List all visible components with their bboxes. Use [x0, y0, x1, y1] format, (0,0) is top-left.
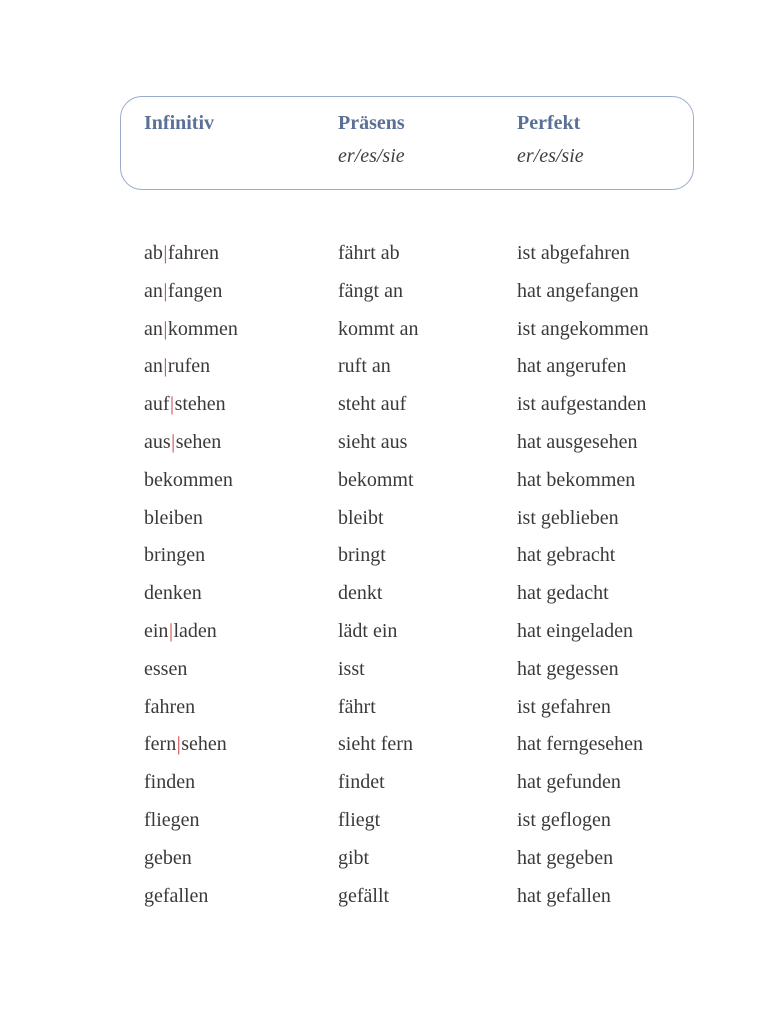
infinitiv-stem: fangen: [167, 280, 223, 302]
infinitiv-prefix: ab: [144, 242, 163, 264]
header-box: [120, 96, 694, 190]
infinitiv-cell: [144, 732, 227, 756]
separable-divider: |: [168, 620, 173, 642]
infinitiv-prefix: gefallen: [144, 885, 209, 907]
infinitiv-prefix: fern: [144, 733, 177, 755]
infinitiv-prefix: denken: [144, 582, 202, 604]
separable-divider: |: [171, 431, 176, 453]
infinitiv-stem: laden: [173, 620, 217, 642]
infinitiv-prefix: bleiben: [144, 507, 203, 529]
separable-divider: |: [163, 318, 168, 340]
infinitiv-prefix: geben: [144, 847, 192, 869]
perfekt-cell: hat ferngesehen: [517, 733, 644, 755]
praesens-cell: kommt an: [338, 318, 419, 340]
separable-divider: |: [170, 393, 175, 415]
separable-divider: |: [176, 733, 181, 755]
separable-divider: |: [163, 355, 168, 377]
infinitiv-cell: [144, 506, 203, 530]
header-praesens-sub: er/es/sie: [338, 145, 405, 167]
perfekt-cell: ist abgefahren: [517, 242, 630, 264]
infinitiv-cell: [144, 543, 205, 567]
infinitiv-prefix: aus: [144, 431, 171, 453]
infinitiv-cell: [144, 808, 200, 832]
infinitiv-prefix: bringen: [144, 544, 206, 566]
praesens-cell: sieht aus: [338, 431, 408, 453]
infinitiv-prefix: bekommen: [144, 469, 233, 491]
perfekt-cell: ist geflogen: [517, 809, 611, 831]
perfekt-cell: hat ausgesehen: [517, 431, 638, 453]
praesens-cell: bringt: [338, 544, 386, 566]
infinitiv-cell: [144, 581, 202, 605]
perfekt-cell: ist geblieben: [517, 507, 619, 529]
infinitiv-cell: [144, 241, 219, 265]
infinitiv-prefix: an: [144, 280, 163, 302]
perfekt-cell: ist aufgestanden: [517, 393, 647, 415]
header-perfekt: Perfekt: [517, 112, 581, 134]
infinitiv-stem: fahren: [167, 242, 219, 264]
header-infinitiv: Infinitiv: [144, 112, 215, 134]
perfekt-cell: ist gefahren: [517, 696, 611, 718]
perfekt-cell: hat gedacht: [517, 582, 609, 604]
infinitiv-cell: [144, 619, 217, 643]
praesens-cell: fährt: [338, 696, 376, 718]
infinitiv-cell: [144, 430, 221, 454]
infinitiv-cell: [144, 695, 195, 719]
infinitiv-prefix: fahren: [144, 696, 196, 718]
infinitiv-prefix: essen: [144, 658, 188, 680]
praesens-cell: bekommt: [338, 469, 414, 491]
header-perfekt-sub: er/es/sie: [517, 145, 584, 167]
infinitiv-cell: [144, 770, 195, 794]
perfekt-cell: hat angefangen: [517, 280, 639, 302]
praesens-cell: ruft an: [338, 355, 391, 377]
praesens-cell: lädt ein: [338, 620, 398, 642]
praesens-cell: bleibt: [338, 507, 384, 529]
separable-divider: |: [163, 280, 168, 302]
praesens-cell: denkt: [338, 582, 383, 604]
infinitiv-cell: [144, 468, 233, 492]
infinitiv-cell: [144, 392, 226, 416]
infinitiv-stem: stehen: [174, 393, 226, 415]
infinitiv-cell: [144, 846, 192, 870]
perfekt-cell: ist angekommen: [517, 318, 649, 340]
praesens-cell: fliegt: [338, 809, 381, 831]
infinitiv-stem: kommen: [167, 318, 238, 340]
praesens-cell: findet: [338, 771, 385, 793]
praesens-cell: steht auf: [338, 393, 407, 415]
infinitiv-prefix: auf: [144, 393, 170, 415]
perfekt-cell: hat eingeladen: [517, 620, 634, 642]
infinitiv-cell: [144, 354, 210, 378]
perfekt-cell: hat angerufen: [517, 355, 627, 377]
perfekt-cell: hat gefunden: [517, 771, 621, 793]
praesens-cell: gibt: [338, 847, 370, 869]
praesens-cell: gefällt: [338, 885, 390, 907]
infinitiv-cell: [144, 279, 222, 303]
praesens-cell: fängt an: [338, 280, 403, 302]
infinitiv-prefix: an: [144, 318, 163, 340]
praesens-cell: sieht fern: [338, 733, 413, 755]
perfekt-cell: hat gefallen: [517, 885, 611, 907]
header-praesens: Präsens: [338, 112, 405, 134]
perfekt-cell: hat gegessen: [517, 658, 619, 680]
infinitiv-prefix: finden: [144, 771, 196, 793]
infinitiv-cell: [144, 317, 238, 341]
infinitiv-cell: [144, 657, 187, 681]
praesens-cell: fährt ab: [338, 242, 400, 264]
infinitiv-prefix: ein: [144, 620, 169, 642]
perfekt-cell: hat gebracht: [517, 544, 616, 566]
infinitiv-prefix: an: [144, 355, 163, 377]
separable-divider: |: [163, 242, 168, 264]
praesens-cell: isst: [338, 658, 365, 680]
perfekt-cell: hat bekommen: [517, 469, 636, 491]
infinitiv-cell: [144, 884, 208, 908]
infinitiv-stem: sehen: [175, 431, 222, 453]
infinitiv-stem: rufen: [167, 355, 211, 377]
perfekt-cell: hat gegeben: [517, 847, 614, 869]
infinitiv-prefix: fliegen: [144, 809, 200, 831]
infinitiv-stem: sehen: [181, 733, 227, 755]
